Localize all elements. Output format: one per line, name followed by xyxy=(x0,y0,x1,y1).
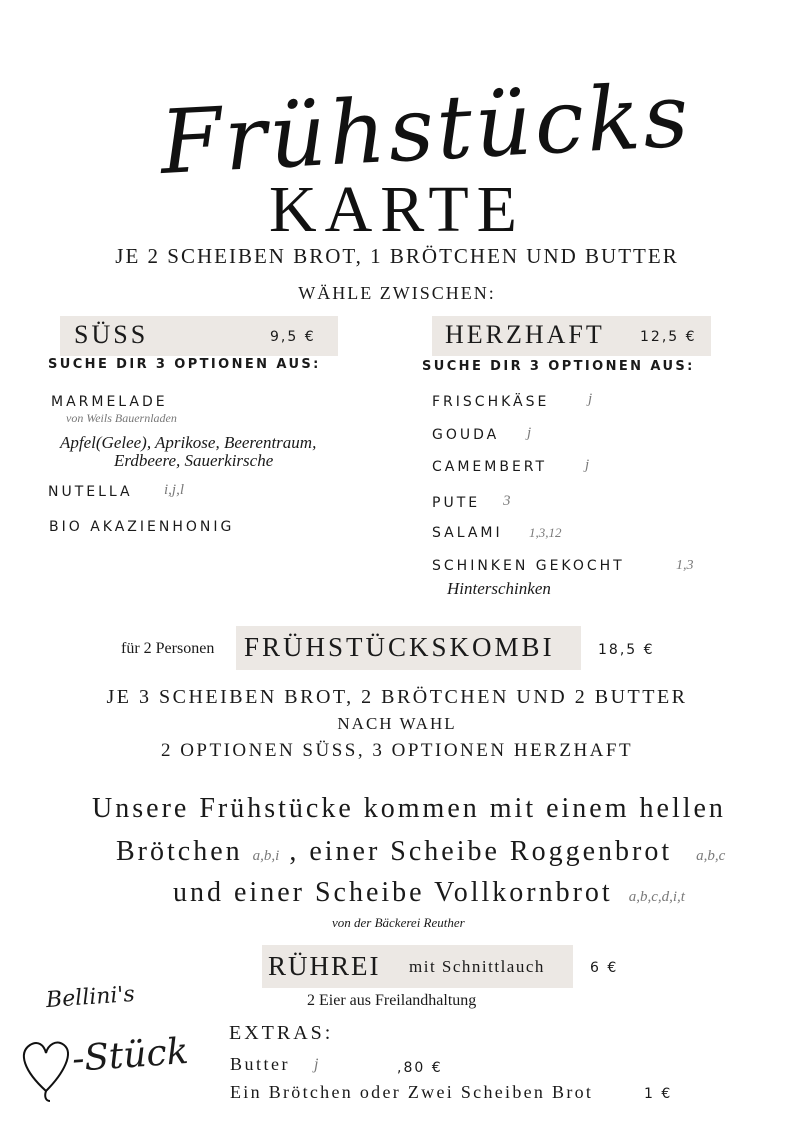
suess-item-marmelade-detail2: Erdbeere, Sauerkirsche xyxy=(114,451,274,470)
suess-item-marmelade: MARMELADE xyxy=(51,394,168,410)
extras-bread: Ein Brötchen oder Zwei Scheiben Brot xyxy=(230,1082,594,1102)
suess-item-marmelade-note: von Weils Bauernladen xyxy=(66,411,177,425)
herzhaft-item-schinken-allergen: 1,3 xyxy=(676,558,694,573)
herzhaft-item-schinken-note: Hinterschinken xyxy=(447,579,551,598)
bread-roggenbrot: , einer Scheibe Roggenbrot xyxy=(289,836,673,867)
logo-line1: Bellini's xyxy=(45,981,136,1014)
extras-butter: Butter xyxy=(230,1054,290,1074)
herzhaft-heading: HERZHAFT xyxy=(445,320,605,349)
extras-bread-price: 1 € xyxy=(644,1086,673,1102)
ruehrei-heading: RÜHREI xyxy=(268,951,381,981)
herzhaft-item-camembert-allergen: j xyxy=(585,457,590,473)
bread-vollkornbrot-allergen: a,b,c,d,i,t xyxy=(628,889,685,905)
herzhaft-item-camembert: CAMEMBERT xyxy=(432,459,548,475)
heart-icon xyxy=(16,1023,76,1103)
kombi-line1: JE 3 SCHEIBEN BROT, 2 BRÖTCHEN UND 2 BUTTER xyxy=(106,686,688,708)
intro-line2: WÄHLE ZWISCHEN: xyxy=(298,283,496,303)
title-script: Frühstücks xyxy=(157,63,694,195)
bread-vollkornbrot: und einer Scheibe Vollkornbrot xyxy=(173,877,613,908)
kombi-price: 18,5 € xyxy=(598,642,655,658)
suess-price: 9,5 € xyxy=(270,329,316,345)
kombi-heading: FRÜHSTÜCKSKOMBI xyxy=(244,632,555,662)
herzhaft-item-gouda: GOUDA xyxy=(432,427,500,443)
bread-line3 xyxy=(173,877,685,909)
herzhaft-item-salami-allergen: 1,3,12 xyxy=(529,525,562,540)
ruehrei-sub: mit Schnittlauch xyxy=(409,957,545,976)
intro-line1: JE 2 SCHEIBEN BROT, 1 BRÖTCHEN UND BUTTER xyxy=(115,244,679,268)
bread-source: von der Bäckerei Reuther xyxy=(332,915,465,930)
bread-brotchen-allergen: a,b,i xyxy=(252,848,280,864)
herzhaft-price: 12,5 € xyxy=(640,329,697,345)
herzhaft-item-pute: PUTE xyxy=(432,495,481,511)
logo-line2: -Stück xyxy=(70,1030,190,1081)
herzhaft-item-schinken: SCHINKEN GEKOCHT xyxy=(432,558,625,574)
bread-line2 xyxy=(116,836,725,868)
bread-roggenbrot-allergen: a,b,c xyxy=(696,848,726,864)
ruehrei-note: 2 Eier aus Freilandhaltung xyxy=(307,992,477,1009)
suess-item-honig: BIO AKAZIENHONIG xyxy=(49,519,235,535)
title-main: KARTE xyxy=(268,173,525,246)
kombi-for: für 2 Personen xyxy=(121,640,215,657)
extras-butter-price: ,80 € xyxy=(397,1060,443,1076)
suess-instruction: SUCHE DIR 3 OPTIONEN AUS: xyxy=(48,357,321,372)
herzhaft-item-frischkaese: FRISCHKÄSE xyxy=(432,394,550,410)
herzhaft-instruction: SUCHE DIR 3 OPTIONEN AUS: xyxy=(422,359,695,374)
extras-heading: EXTRAS: xyxy=(229,1022,334,1044)
herzhaft-item-salami: SALAMI xyxy=(432,525,503,541)
bread-line1: Unsere Frühstücke kommen mit einem hellen xyxy=(92,793,726,824)
herzhaft-item-pute-allergen: 3 xyxy=(503,493,511,509)
kombi-line2: NACH WAHL xyxy=(337,714,457,733)
herzhaft-item-frischkaese-allergen: j xyxy=(588,391,593,407)
kombi-line3: 2 OPTIONEN SÜSS, 3 OPTIONEN HERZHAFT xyxy=(160,740,634,761)
suess-item-nutella-allergen: i,j,l xyxy=(164,482,185,498)
logo xyxy=(16,981,196,1110)
extras-butter-allergen: j xyxy=(314,1056,319,1073)
suess-heading: SÜSS xyxy=(74,320,149,349)
ruehrei-price: 6 € xyxy=(590,960,619,976)
suess-item-marmelade-detail1: Apfel(Gelee), Aprikose, Beerentraum, xyxy=(60,433,317,452)
bread-brotchen: Brötchen xyxy=(116,836,243,867)
suess-item-nutella: NUTELLA xyxy=(48,484,133,500)
herzhaft-item-gouda-allergen: j xyxy=(527,425,532,441)
